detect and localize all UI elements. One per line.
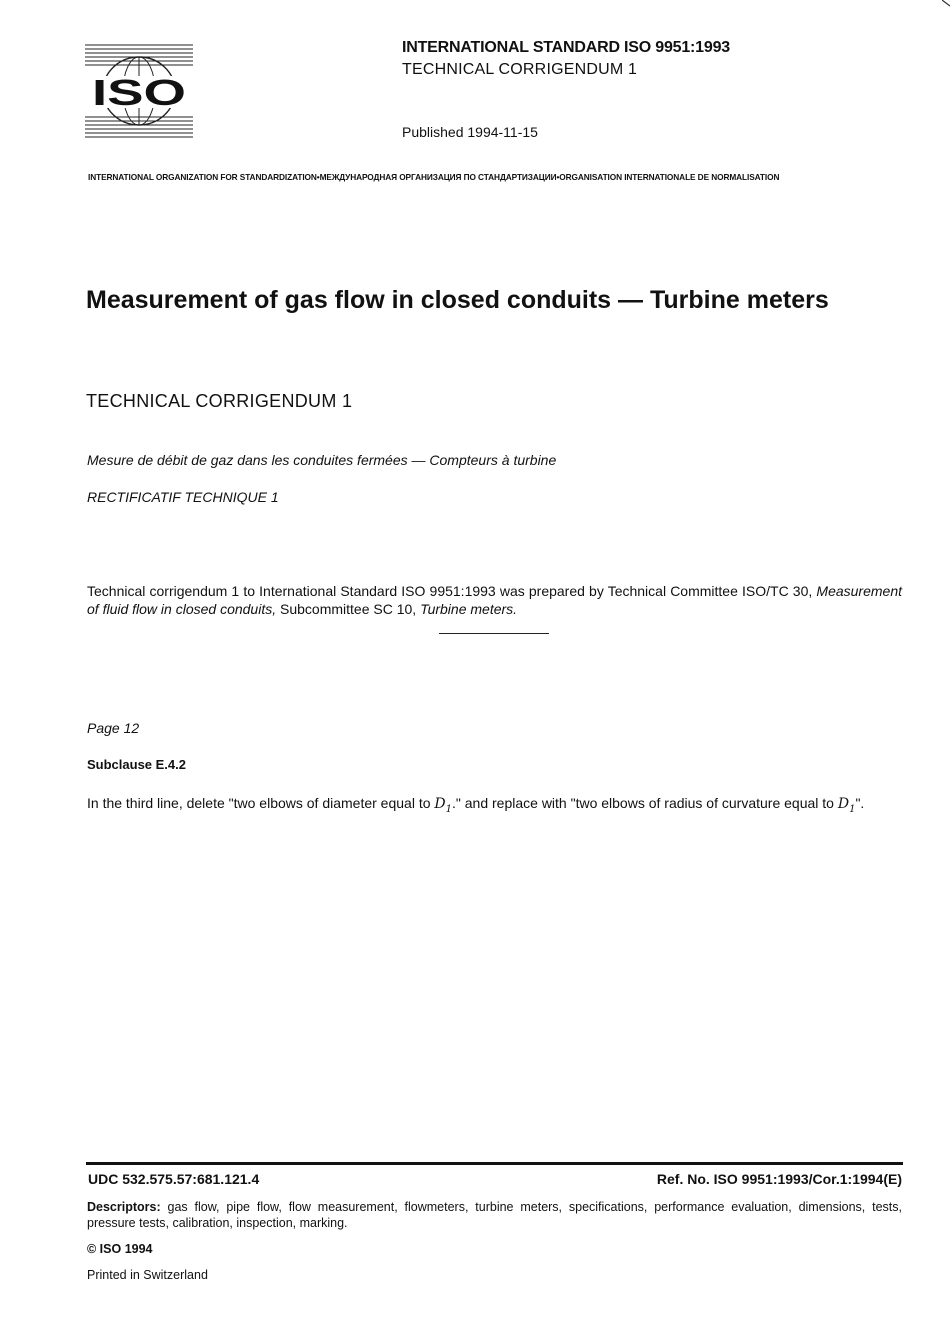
- french-title: Mesure de débit de gaz dans les conduites fermées — Compteurs à turbine: [87, 452, 557, 468]
- logo-text: ISO: [92, 72, 186, 113]
- subclause-heading: Subclause E.4.2: [87, 757, 186, 772]
- published-date: Published 1994-11-15: [402, 124, 538, 140]
- copyright: © ISO 1994: [87, 1242, 153, 1256]
- udc-number: UDC 532.575.57:681.121.4: [88, 1171, 260, 1187]
- footer-rule: [86, 1162, 903, 1165]
- correction-part3: ".: [855, 795, 865, 811]
- prep-text: Technical corrigendum 1 to International Standard ISO 9951:1993 was prepared by Technical Committee ISO/TC 30,: [87, 583, 817, 599]
- reference-number: Ref. No. ISO 9951:1993/Cor.1:1994(E): [656, 1171, 902, 1187]
- correction-text: [87, 794, 902, 819]
- french-corrigendum: RECTIFICATIF TECHNIQUE 1: [87, 489, 279, 505]
- corner-mark-icon: [942, 0, 950, 8]
- symbol-d1-second: $D_1$: [837, 796, 856, 815]
- prep-middle: Subcommittee SC 10,: [276, 601, 421, 617]
- organization-line: INTERNATIONAL ORGANIZATION FOR STANDARDIZATION•МЕЖДУНАРОДНАЯ ОРГАНИЗАЦИЯ ПО СТАНДАРТИЗАЦИИ•ORGANISATION INTERNATIONALE DE NORMALISATION: [88, 172, 780, 182]
- section-separator: [439, 633, 549, 634]
- descriptors-label: Descriptors:: [87, 1200, 161, 1214]
- corrigendum-label: TECHNICAL CORRIGENDUM 1: [402, 61, 638, 78]
- descriptors-list: gas flow, pipe flow, flow measurement, flowmeters, turbine meters, specifications, performance evaluation, dimensions, tests, pressure tests, calibration, inspection, marking.: [87, 1200, 902, 1230]
- iso-logo-icon: [85, 42, 193, 140]
- document-title: Measurement of gas flow in closed conduits — Turbine meters: [86, 286, 829, 314]
- correction-part1: In the third line, delete "two elbows of diameter equal to: [87, 795, 435, 811]
- descriptors: [87, 1199, 902, 1231]
- printed-location: Printed in Switzerland: [87, 1268, 208, 1282]
- correction-part2: ." and replace with "two elbows of radius of curvature equal to: [452, 795, 838, 811]
- page-reference: Page 12: [87, 720, 140, 736]
- symbol-d1: $D_1$: [434, 796, 453, 815]
- committee-title: Measurement of fluid flow in closed conduits,: [87, 583, 902, 617]
- corrigendum-title: TECHNICAL CORRIGENDUM 1: [86, 391, 353, 411]
- preparation-paragraph: [87, 582, 902, 618]
- subcommittee-title: Turbine meters.: [420, 601, 518, 617]
- standard-title: INTERNATIONAL STANDARD ISO 9951:1993: [402, 39, 730, 56]
